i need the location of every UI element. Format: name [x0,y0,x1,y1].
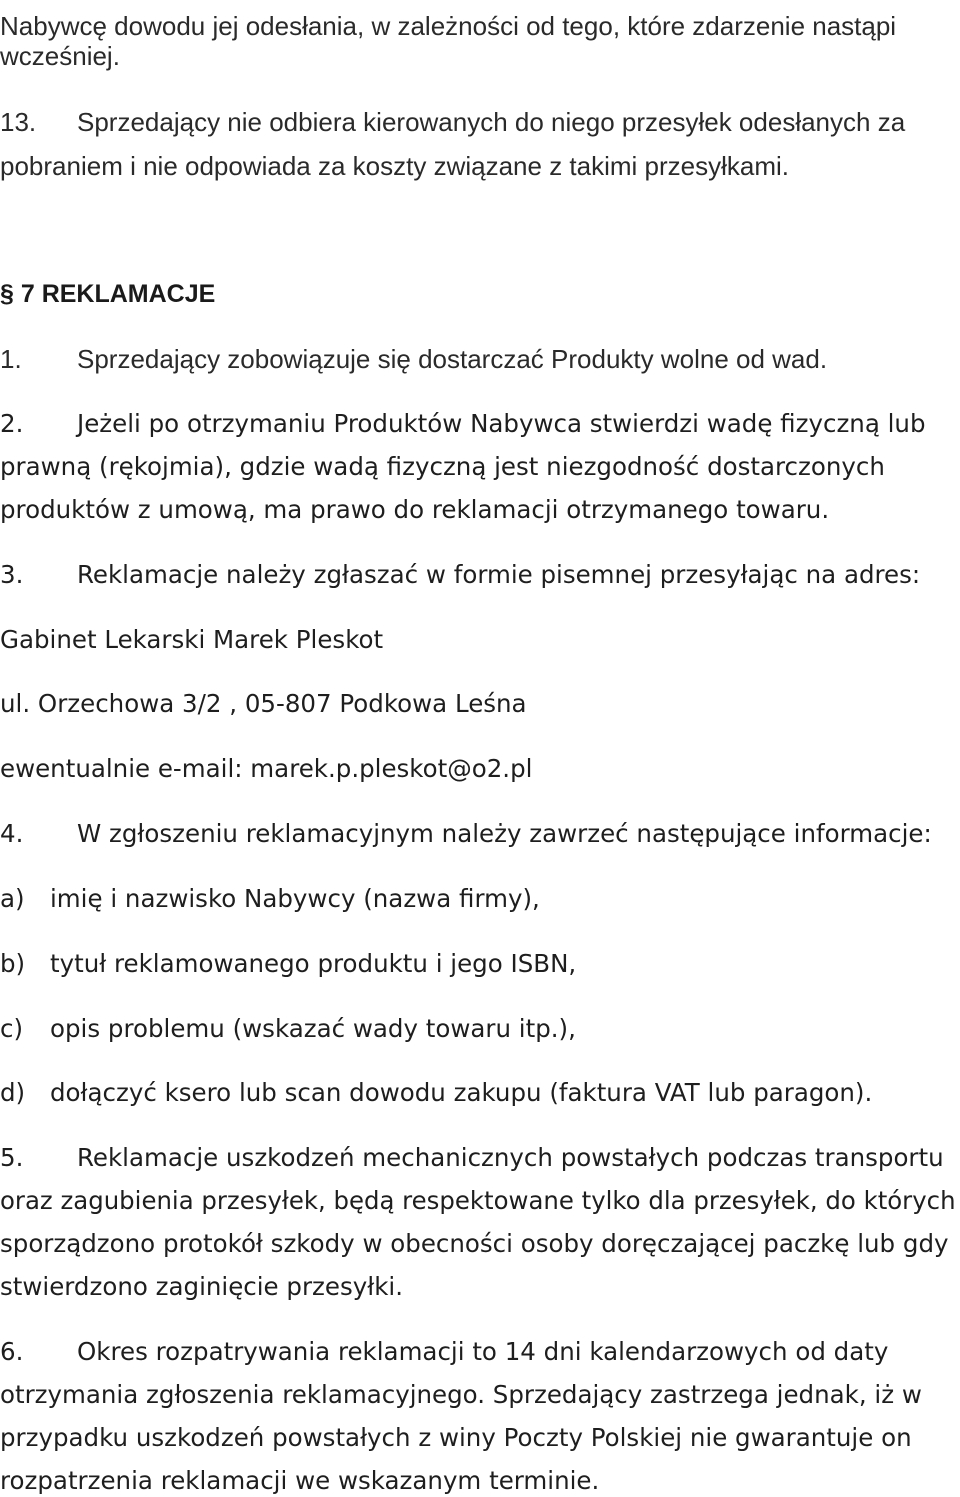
item-5-line: sporządzono protokół szkody w obecności osoby doręczającej paczkę lub gdy [0,1229,949,1258]
item-6-line: przypadku uszkodzeń powstałych z winy Poczty Polskiej nie gwarantuje on [0,1423,912,1452]
paragraph-13-line: pobraniem i nie odpowiada za koszty związane z takimi przesyłkami. [0,151,790,181]
list-letter: a) [0,884,25,913]
item-number: 5. [0,1143,24,1172]
item-text: Okres rozpatrywania reklamacji to 14 dni kalendarzowych od daty [77,1337,889,1366]
list-text: opis problemu (wskazać wady towaru itp.), [50,1014,576,1043]
paragraph-line: wcześniej. [0,41,120,71]
item-text: Jeżeli po otrzymaniu Produktów Nabywca stwierdzi wadę fizyczną lub [77,409,926,438]
item-1 [0,343,827,375]
item-text: Reklamacje uszkodzeń mechanicznych powstałych podczas transportu [77,1143,944,1172]
item-5-line: stwierdzono zaginięcie przesyłki. [0,1272,403,1301]
item-4-line [0,818,932,850]
item-5-line: oraz zagubienia przesyłek, będą respektowane tylko dla przesyłek, do których [0,1186,956,1215]
item-text: W zgłoszeniu reklamacyjnym należy zawrzeć następujące informacje: [77,819,932,848]
item-text: Sprzedający zobowiązuje się dostarczać Produkty wolne od wad. [77,344,828,374]
item-6-line [0,1336,888,1368]
item-number: 13. [0,107,37,137]
list-item-b [0,948,576,980]
address-line: Gabinet Lekarski Marek Pleskot [0,625,384,654]
item-text: Reklamacje należy zgłaszać w formie pisemnej przesyłając na adres: [77,560,921,589]
item-number: 1. [0,344,22,374]
list-item-a [0,883,540,915]
address-line: ul. Orzechowa 3/2 , 05-807 Podkowa Leśna [0,689,527,718]
list-text: dołączyć ksero lub scan dowodu zakupu (faktura VAT lub paragon). [50,1078,873,1107]
item-number: 3. [0,560,24,589]
paragraph-13-line [0,106,905,138]
item-number: 2. [0,409,24,438]
item-6-line: rozpatrzenia reklamacji we wskazanym terminie. [0,1466,600,1495]
list-text: tytuł reklamowanego produktu i jego ISBN, [50,949,577,978]
list-letter: c) [0,1014,24,1043]
paragraph-line: Nabywcę dowodu jej odesłania, w zależności od tego, które zdarzenie nastąpi [0,11,897,41]
list-item-d [0,1077,872,1109]
item-5-line [0,1142,944,1174]
item-number: 6. [0,1337,24,1366]
item-number: 4. [0,819,24,848]
list-letter: b) [0,949,26,978]
item-2-line: prawną (rękojmia), gdzie wadą fizyczną jest niezgodność dostarczonych [0,452,885,481]
email-line: ewentualnie e-mail: marek.p.pleskot@o2.pl [0,754,533,783]
list-text: imię i nazwisko Nabywcy (nazwa firmy), [50,884,540,913]
item-text: Sprzedający nie odbiera kierowanych do niego przesyłek odesłanych za [77,107,906,137]
list-letter: d) [0,1078,26,1107]
item-3-line [0,559,920,591]
item-6-line: otrzymania zgłoszenia reklamacyjnego. Sprzedający zastrzega jednak, iż w [0,1380,922,1409]
section-heading: § 7 REKLAMACJE [0,280,216,308]
item-2-line [0,408,926,440]
item-2-line: produktów z umową, ma prawo do reklamacji otrzymanego towaru. [0,495,830,524]
list-item-c [0,1013,576,1045]
